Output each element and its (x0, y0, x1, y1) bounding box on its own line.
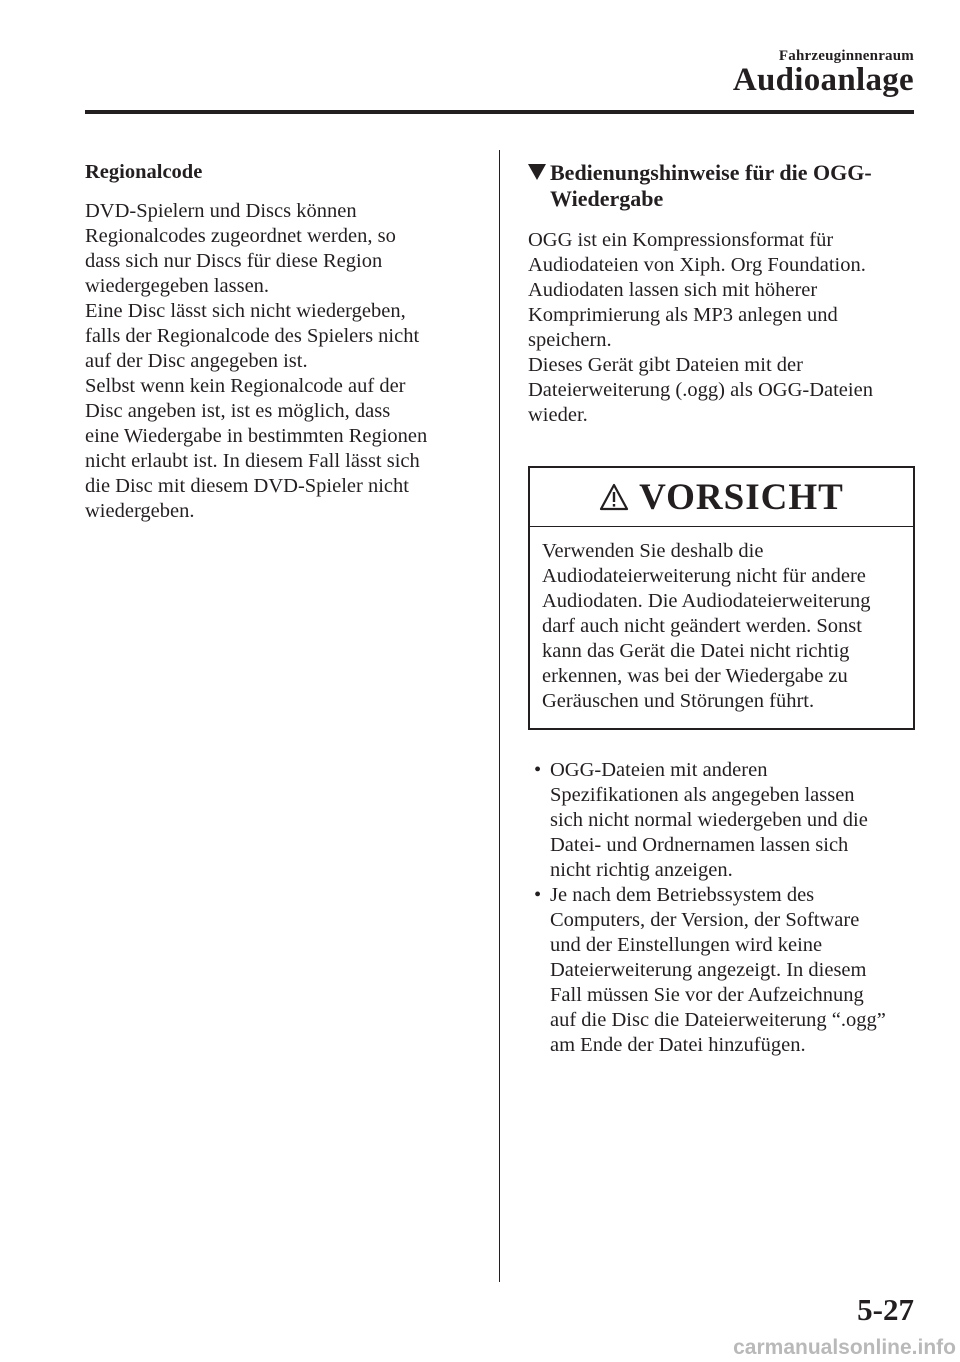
text-line: Dateierweiterung angezeigt. In diesem (550, 959, 867, 981)
text-line: Regionalcodes zugeordnet werden, so (85, 225, 396, 247)
text-line: wiedergegeben lassen. (85, 275, 270, 297)
bullet-item (530, 758, 918, 883)
text-line: wieder. (528, 404, 588, 426)
heading-line: Bedienungshinweise für die OGG- (550, 160, 872, 185)
right-column (528, 160, 918, 1058)
text-line: nicht richtig anzeigen. (550, 859, 733, 881)
bullet-list (528, 758, 918, 1058)
text-line: Spezifikationen als angegeben lassen (550, 784, 855, 806)
bullet-dot-icon: • (534, 884, 542, 906)
text-line: speichern. (528, 329, 612, 351)
text-line: kann das Gerät die Datei nicht richtig (542, 640, 850, 662)
text-line: OGG ist ein Kompressionsformat für (528, 229, 834, 251)
warning-title: VORSICHT (639, 476, 844, 518)
text-line: Je nach dem Betriebssystem des (550, 884, 815, 906)
text-line: Audiodaten lassen sich mit höherer (528, 279, 818, 301)
text-line: Audiodateierweiterung nicht für andere (542, 565, 866, 587)
warning-title-bar (530, 468, 913, 527)
watermark: carmanualsonline.info (733, 1336, 956, 1359)
text-line: Verwenden Sie deshalb die (542, 540, 764, 562)
text-line: auf die Disc die Dateierweiterung “.ogg” (550, 1009, 886, 1031)
subheading-regionalcode: Regionalcode (85, 161, 203, 183)
text-line: OGG-Dateien mit anderen (550, 759, 768, 781)
text-line: Selbst wenn kein Regionalcode auf der (85, 375, 406, 397)
warning-triangle-icon (599, 483, 629, 511)
text-line: Audiodaten. Die Audiodateierweiterung (542, 590, 871, 612)
text-line: Dieses Gerät gibt Dateien mit der (528, 354, 803, 376)
bullet-dot-icon: • (534, 759, 542, 781)
text-line: Datei- und Ordnernamen lassen sich (550, 834, 849, 856)
text-line: wiedergeben. (85, 500, 195, 522)
ogg-intro-paragraph (528, 228, 918, 428)
header-rule (85, 110, 914, 114)
text-line: erkennen, was bei der Wiedergabe zu (542, 665, 848, 687)
text-line: am Ende der Datei hinzufügen. (550, 1034, 806, 1056)
text-line: dass sich nur Discs für diese Region (85, 250, 383, 272)
text-line: Computers, der Version, der Software (550, 909, 860, 931)
text-line: die Disc mit diesem DVD-Spieler nicht (85, 475, 409, 497)
text-line: falls der Regionalcode des Spielers nicht (85, 325, 420, 347)
heading-line: Wiedergabe (550, 186, 664, 211)
section-heading-ogg (528, 160, 918, 212)
text-line: Disc angeben ist, ist es möglich, dass (85, 400, 391, 422)
warning-box (528, 466, 915, 730)
text-line: darf auch nicht geändert werden. Sonst (542, 615, 862, 637)
page-number: 5-27 (857, 1292, 914, 1327)
section-triangle-icon (528, 164, 546, 180)
warning-body (530, 527, 913, 728)
header-chapter: Fahrzeuginnenraum (778, 48, 914, 64)
text-line: Komprimierung als MP3 anlegen und (528, 304, 838, 326)
text-line: nicht erlaubt ist. In diesem Fall lässt sich (85, 450, 420, 472)
header-section-title: Audioanlage (732, 62, 914, 98)
text-line: Geräuschen und Störungen führt. (542, 690, 815, 712)
text-line: Dateierweiterung (.ogg) als OGG-Dateien (528, 379, 873, 401)
text-line: Fall müssen Sie vor der Aufzeichnung (550, 984, 864, 1006)
left-column (85, 160, 470, 524)
text-line: und der Einstellungen wird keine (550, 934, 823, 956)
text-line: sich nicht normal wiedergeben und die (550, 809, 868, 831)
column-divider (499, 150, 500, 1282)
text-line: auf der Disc angegeben ist. (85, 350, 308, 372)
text-line: eine Wiedergabe in bestimmten Regionen (85, 425, 428, 447)
text-line: Eine Disc lässt sich nicht wiedergeben, (85, 300, 406, 322)
regionalcode-paragraph (85, 199, 470, 524)
text-line: Audiodateien von Xiph. Org Foundation. (528, 254, 866, 276)
bullet-item (530, 883, 918, 1058)
text-line: DVD-Spielern und Discs können (85, 200, 357, 222)
